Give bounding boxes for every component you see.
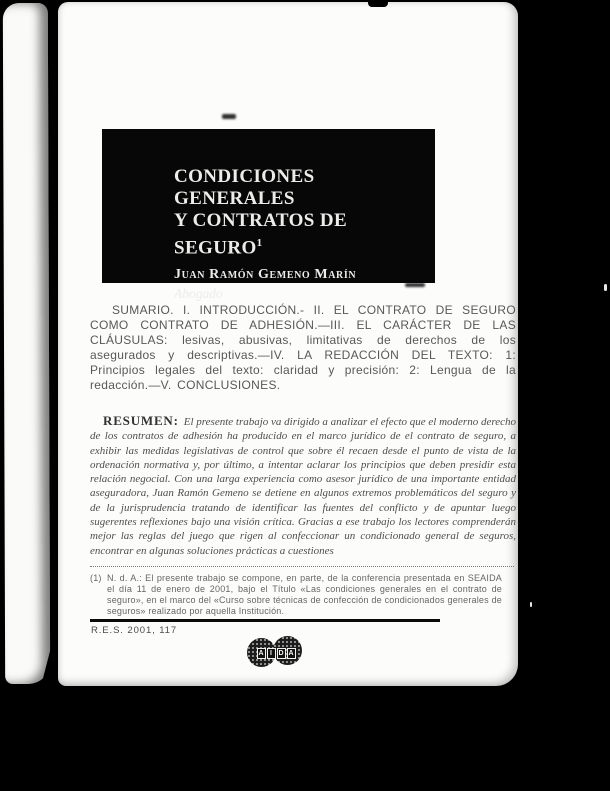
resumen-paragraph [90,414,516,558]
scan-artifact [222,114,236,119]
footnote-text: N. d. A.: El presente trabajo se compone, en parte, de la conferencia presentada en SEAIDA el día 11 de enero de 2001, bajo el Título «Las condiciones generales en el contrato de seguro», en el marco del «Curso sobre técnicas de confección de condicionados generales de seguros» realizado por aquella Institución. [107,573,502,616]
stamp-letter: I [267,648,276,659]
stamp-letters [253,647,299,659]
footnote-separator-rule [90,566,514,567]
author-name: Juan Ramón Gemeno Marín [174,267,357,283]
document-page [58,2,518,686]
scan-artifact [368,2,388,7]
footnote-marker: (1) [90,573,102,583]
article-title-line1: CONDICIONES GENERALES [174,166,315,209]
sumario-paragraph: SUMARIO. I. INTRODUCCIÓN.- II. EL CONTRATO DE SEGURO COMO CONTRATO DE ADHESIÓN.—III. EL CARÁCTER DE LAS CLÁUSULAS: lesivas, abusivas, limitativas de derechos de los asegurados y descriptivas.—IV. LA REDACCIÓN DEL TEXTO: 1: Principios legales del texto: claridad y precisión: 2: Lengua de la redacción.—V. CONCLUSIONES. [90,303,516,392]
title-footnote-ref: 1 [256,237,263,249]
resumen-label: RESUMEN: [103,413,179,428]
stamp-letter: A [288,649,294,657]
footnote [90,573,502,617]
article-title [174,166,435,259]
scan-speck [604,284,607,291]
stamp-letter: A [258,649,264,657]
scan-speck [530,602,532,607]
stamp-letter: D [278,649,284,657]
author-role: Abogado [174,286,223,302]
title-block [102,129,435,302]
adjacent-page-edge [3,3,50,684]
resumen-text: El presente trabajo va dirigido a analizar el efecto que el moderno derecho de los contratos de adhesión ha producido en el marco jurídico de el contrato de seguro, a exhibir las medidas legislativas de control que sobre él recaen desde el punto de vista de la ordenación normativa y, por último, a intentar aclarar los principios que deben presidir esta relación negocial. Con una larga experiencia como asesor jurídico de una importante entidad aseguradora, Juan Ramón Gemeno se detiene en algunos extremos problemáticos del seguro y de la jurisprudencia tratando de identificar las fuentes del conflicto y de apuntar luego sugerentes reflexiones bajo una visión crítica. Gracias a ese trabajo los lectores comprenderán mejor las reglas del juego que rigen al confeccionar un condicionado general de seguros, encontrar en algunas soluciones prácticas a cuestiones [90,416,516,557]
aida-stamp [247,634,305,671]
article-title-line2: Y CONTRATOS DE SEGURO [174,210,348,259]
bottom-rule [90,619,440,622]
journal-citation: R.E.S. 2001, 117 [91,625,178,636]
